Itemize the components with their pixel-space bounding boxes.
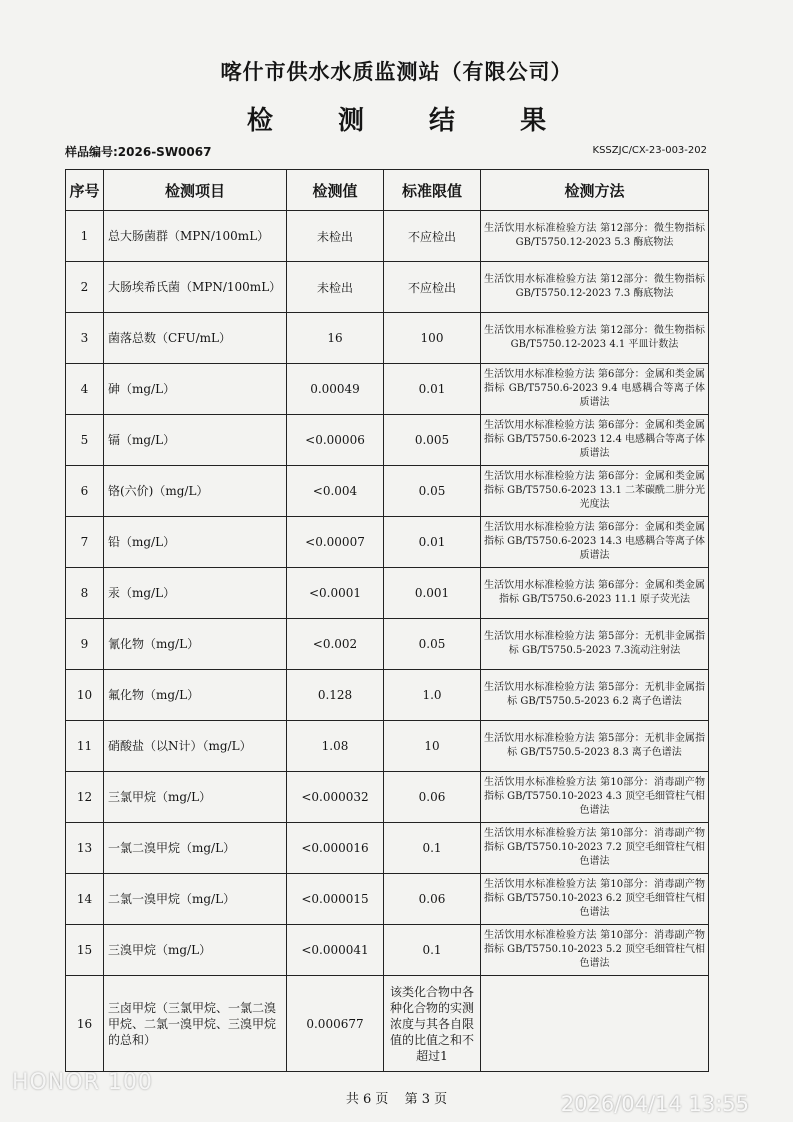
test-item: 三氯甲烷（mg/L） (104, 772, 287, 823)
total-pages: 共 6 页 (345, 1092, 389, 1107)
table-row (66, 976, 709, 1072)
test-method: 生活饮用水标准检验方法 第6部分：金属和类金属指标 GB/T5750.6-2023 9.4 电感耦合等离子体质谱法 (481, 364, 709, 415)
table-row (66, 670, 709, 721)
table-row (66, 364, 709, 415)
test-value: <0.0001 (287, 568, 384, 619)
standard-limit: 0.05 (384, 466, 481, 517)
standard-limit: 0.06 (384, 874, 481, 925)
test-value: <0.000015 (287, 874, 384, 925)
test-item: 氰化物（mg/L） (104, 619, 287, 670)
row-number: 1 (66, 211, 104, 262)
test-method: 生活饮用水标准检验方法 第6部分：金属和类金属指标 GB/T5750.6-2023 11.1 原子荧光法 (481, 568, 709, 619)
row-number: 9 (66, 619, 104, 670)
row-number: 4 (66, 364, 104, 415)
test-item: 镉（mg/L） (104, 415, 287, 466)
test-item: 三卤甲烷（三氯甲烷、一氯二溴甲烷、二氯一溴甲烷、三溴甲烷的总和） (104, 976, 287, 1072)
row-number: 5 (66, 415, 104, 466)
table-row (66, 925, 709, 976)
table-row (66, 721, 709, 772)
table-header-row (66, 170, 709, 211)
test-value: <0.00006 (287, 415, 384, 466)
test-value: 未检出 (287, 211, 384, 262)
row-number: 14 (66, 874, 104, 925)
table-row (66, 211, 709, 262)
test-item: 硝酸盐（以N计）（mg/L） (104, 721, 287, 772)
row-number: 3 (66, 313, 104, 364)
table-row (66, 262, 709, 313)
test-method: 生活饮用水标准检验方法 第12部分：微生物指标GB/T5750.12-2023 4.1 平皿计数法 (481, 313, 709, 364)
standard-limit: 1.0 (384, 670, 481, 721)
standard-limit: 0.1 (384, 925, 481, 976)
row-number: 12 (66, 772, 104, 823)
table-row (66, 619, 709, 670)
test-value: 1.08 (287, 721, 384, 772)
test-item: 砷（mg/L） (104, 364, 287, 415)
test-value: 0.00049 (287, 364, 384, 415)
test-value: <0.000032 (287, 772, 384, 823)
standard-limit: 100 (384, 313, 481, 364)
row-number: 13 (66, 823, 104, 874)
photo-timestamp: 2026/04/14 13:55 (560, 1092, 749, 1116)
standard-limit: 0.01 (384, 364, 481, 415)
current-page: 第 3 页 (404, 1092, 448, 1107)
standard-limit: 不应检出 (384, 211, 481, 262)
standard-limit: 0.001 (384, 568, 481, 619)
test-item: 氟化物（mg/L） (104, 670, 287, 721)
table-row (66, 772, 709, 823)
table-row (66, 823, 709, 874)
test-item: 菌落总数（CFU/mL） (104, 313, 287, 364)
standard-limit: 0.005 (384, 415, 481, 466)
row-number: 8 (66, 568, 104, 619)
test-value: <0.000016 (287, 823, 384, 874)
test-item: 铬(六价)（mg/L） (104, 466, 287, 517)
test-item: 三溴甲烷（mg/L） (104, 925, 287, 976)
test-method: 生活饮用水标准检验方法 第10部分：消毒副产物指标 GB/T5750.10-2023 5.2 顶空毛细管柱气相色谱法 (481, 925, 709, 976)
standard-limit: 0.1 (384, 823, 481, 874)
standard-limit: 0.06 (384, 772, 481, 823)
test-value: 0.128 (287, 670, 384, 721)
row-number: 2 (66, 262, 104, 313)
test-value: <0.000041 (287, 925, 384, 976)
test-item: 一氯二溴甲烷（mg/L） (104, 823, 287, 874)
test-value: <0.004 (287, 466, 384, 517)
sample-number: 样品编号:2026-SW0067 (65, 145, 212, 159)
column-header-no: 序号 (66, 170, 104, 211)
standard-limit: 不应检出 (384, 262, 481, 313)
test-method: 生活饮用水标准检验方法 第12部分：微生物指标 GB/T5750.12-2023 7.3 酶底物法 (481, 262, 709, 313)
test-item: 总大肠菌群（MPN/100mL） (104, 211, 287, 262)
test-value: <0.00007 (287, 517, 384, 568)
standard-limit: 该类化合物中各种化合物的实测浓度与其各自限值的比值之和不超过1 (384, 976, 481, 1072)
test-method: 生活饮用水标准检验方法 第6部分：金属和类金属指标 GB/T5750.6-2023 14.3 电感耦合等离子体质谱法 (481, 517, 709, 568)
column-header-limit: 标准限值 (384, 170, 481, 211)
standard-limit: 10 (384, 721, 481, 772)
test-method: 生活饮用水标准检验方法 第12部分：微生物指标 GB/T5750.12-2023 5.3 酶底物法 (481, 211, 709, 262)
test-item: 二氯一溴甲烷（mg/L） (104, 874, 287, 925)
test-method: 生活饮用水标准检验方法 第10部分：消毒副产物指标 GB/T5750.10-2023 4.3 顶空毛细管柱气相色谱法 (481, 772, 709, 823)
row-number: 6 (66, 466, 104, 517)
test-value: 未检出 (287, 262, 384, 313)
test-item: 铅（mg/L） (104, 517, 287, 568)
row-number: 7 (66, 517, 104, 568)
table-row (66, 313, 709, 364)
column-header-item: 检测项目 (104, 170, 287, 211)
test-method: 生活饮用水标准检验方法 第6部分：金属和类金属指标 GB/T5750.6-2023 12.4 电感耦合等离子体质谱法 (481, 415, 709, 466)
test-method: 生活饮用水标准检验方法 第5部分：无机非金属指标 GB/T5750.5-2023 7.3流动注射法 (481, 619, 709, 670)
column-header-method: 检测方法 (481, 170, 709, 211)
test-method: 生活饮用水标准检验方法 第10部分：消毒副产物指标 GB/T5750.10-2023 6.2 顶空毛细管柱气相色谱法 (481, 874, 709, 925)
document-code: KSSZJC/CX-23-003-202 (592, 145, 707, 156)
test-method: 生活饮用水标准检验方法 第10部分：消毒副产物指标 GB/T5750.10-2023 7.2 顶空毛细管柱气相色谱法 (481, 823, 709, 874)
test-value: <0.002 (287, 619, 384, 670)
row-number: 11 (66, 721, 104, 772)
standard-limit: 0.05 (384, 619, 481, 670)
test-method: 生活饮用水标准检验方法 第6部分：金属和类金属指标 GB/T5750.6-2023 13.1 二苯碳酰二肼分光光度法 (481, 466, 709, 517)
table-row (66, 415, 709, 466)
test-method: 生活饮用水标准检验方法 第5部分：无机非金属指标 GB/T5750.5-2023 6.2 离子色谱法 (481, 670, 709, 721)
row-number: 10 (66, 670, 104, 721)
table-row (66, 466, 709, 517)
row-number: 15 (66, 925, 104, 976)
table-row (66, 568, 709, 619)
test-value: 0.000677 (287, 976, 384, 1072)
table-row (66, 517, 709, 568)
report-title: 检 测 结 果 (246, 106, 575, 136)
test-method: 生活饮用水标准检验方法 第5部分：无机非金属指标 GB/T5750.5-2023 8.3 离子色谱法 (481, 721, 709, 772)
results-table (65, 169, 709, 1072)
test-item: 汞（mg/L） (104, 568, 287, 619)
test-method (481, 976, 709, 1072)
row-number: 16 (66, 976, 104, 1072)
column-header-value: 检测值 (287, 170, 384, 211)
standard-limit: 0.01 (384, 517, 481, 568)
camera-watermark: HONOR 100 (12, 1070, 153, 1095)
table-row (66, 874, 709, 925)
test-item: 大肠埃希氏菌（MPN/100mL） (104, 262, 287, 313)
test-value: 16 (287, 313, 384, 364)
organization-title: 喀什市供水水质监测站（有限公司） (220, 60, 573, 84)
